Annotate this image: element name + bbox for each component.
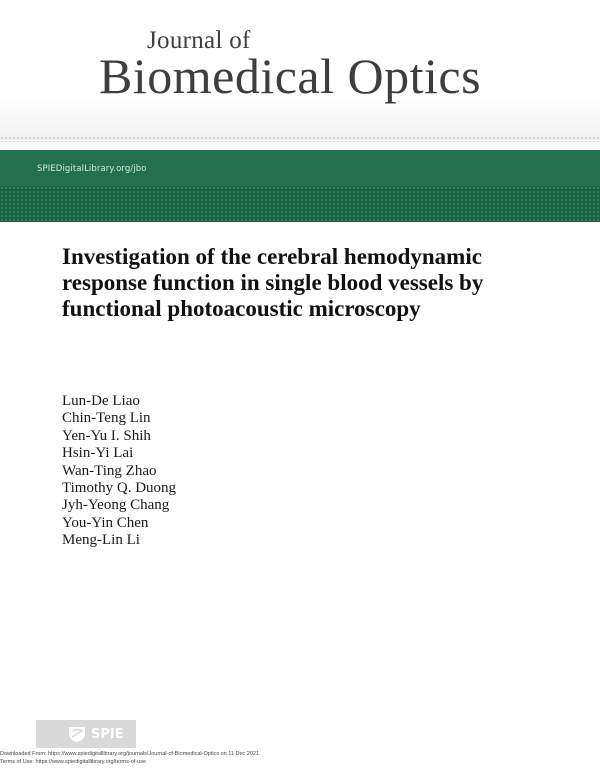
journal-url-link[interactable]: SPIEDigitalLibrary.org/jbo [37, 164, 147, 174]
terms-of-use-link[interactable]: Terms of Use: https://www.spiedigitallibrary.org/terms-of-use [0, 759, 146, 765]
download-footer [0, 750, 259, 766]
author-name: Chin-Teng Lin [62, 410, 151, 427]
author-name: Wan-Ting Zhao [62, 462, 157, 479]
author-name: Jyh-Yeong Chang [62, 497, 170, 514]
spie-logo[interactable] [36, 720, 136, 748]
journal-title [99, 28, 519, 102]
journal-title-line1: Journal of [147, 27, 251, 54]
journal-title-line2: Biomedical Optics [99, 48, 482, 104]
author-list [62, 393, 176, 550]
spie-logo-text: SPIE [91, 726, 124, 742]
author-name: Hsin-Yi Lai [62, 445, 134, 462]
band-dot-pattern [0, 186, 600, 222]
author-name: Timothy Q. Duong [62, 480, 177, 497]
article-title: Investigation of the cerebral hemodynamic response function in single blood vessels by functional photoacoustic microscopy [62, 244, 484, 321]
spie-shield-icon [66, 725, 88, 743]
author-name: Yen-Yu I. Shih [62, 427, 151, 444]
author-name: Lun-De Liao [62, 393, 140, 409]
journal-masthead [0, 0, 600, 140]
author-name: Meng-Lin Li [62, 532, 140, 549]
masthead-dotted-divider [0, 136, 600, 142]
author-name: You-Yin Chen [62, 514, 149, 531]
download-notice: Downloaded From: https://www.spiedigitallibrary.org/journals/Journal-of-Biomedical-Optics on 11 Dec 2021 [0, 751, 260, 757]
journal-band [0, 150, 600, 222]
